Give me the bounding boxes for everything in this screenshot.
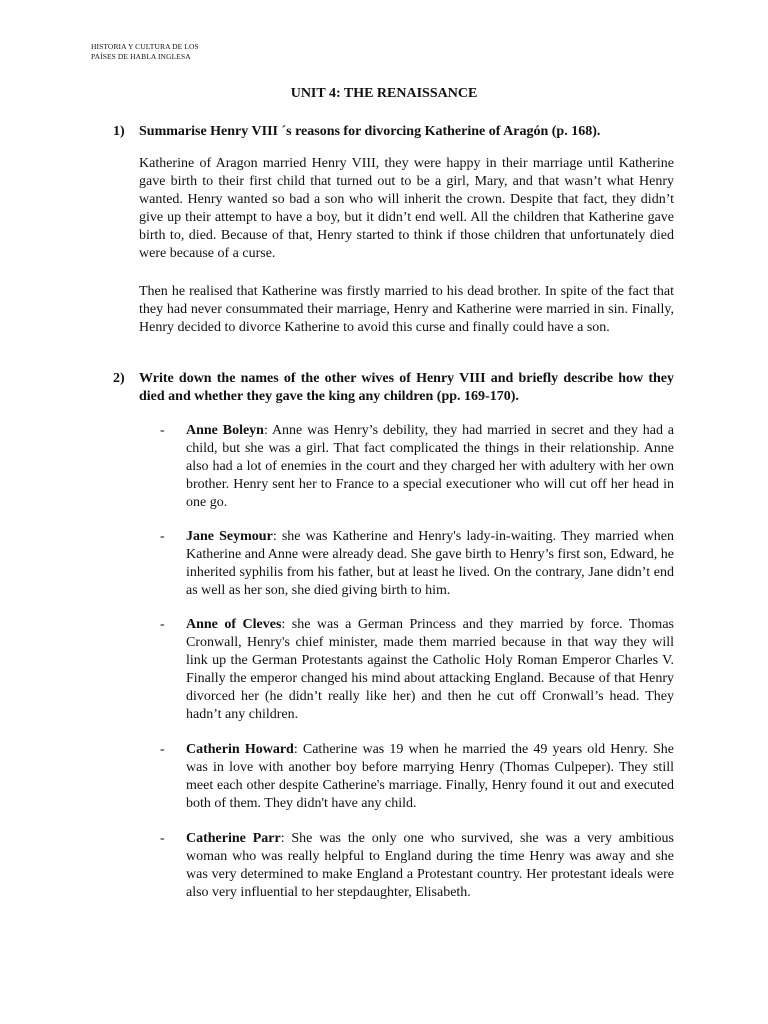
wife-name: Catherine Parr <box>186 831 281 846</box>
wife-description: : She was the only one who survived, she was a very ambitious woman who was really helpful to England during the time Henry was away and she was very determined to make England a Protestant country. Her protestant ideals were also very influential to her stepdaughter, Elisabeth. <box>186 831 674 900</box>
wife-description: : Catherine was 19 when he married the 49 years old Henry. She was in love with another boy before marrying Henry (Thomas Culpeper). They still meet each other despite Catherine's marriage. Finally, Henry found it out and executed both of them. They didn't have any child. <box>186 742 674 811</box>
wife-description: : she was Katherine and Henry's lady-in-waiting. They married when Katherine and Anne were already dead. She gave birth to Henry’s first son, Edward, he inherited syphilis from his father, but at least he lived. On the contrary, Jane didn’t end as well as her son, she died giving birth to him. <box>186 529 674 598</box>
wife-item-anne-of-cleves <box>160 616 674 724</box>
wife-name: Anne Boleyn <box>186 423 264 438</box>
wife-item-anne-boleyn <box>160 422 674 512</box>
answer-1-paragraph-2: Then he realised that Katherine was firstly married to his dead brother. In spite of the fact that they had never consummated their marriage, Henry and Katherine were married in sin. Finally, Henry decided to divorce Katherine to avoid this curse and finally could have a son. <box>139 284 674 335</box>
question-1-number: 1) <box>113 124 125 139</box>
wife-item-jane-seymour <box>160 528 674 600</box>
wife-name: Catherin Howard <box>186 742 294 757</box>
wife-name: Anne of Cleves <box>186 617 282 632</box>
unit-title: UNIT 4: THE RENAISSANCE <box>290 86 478 101</box>
bullet-dash: - <box>160 423 165 438</box>
question-1-text: Summarise Henry VIII ´s reasons for divorcing Katherine of Aragón (p. 168). <box>139 124 601 139</box>
wife-description: : Anne was Henry’s debility, they had married in secret and they had a child, but she was a girl. That fact complicated the things in their relationship. Anne also had a lot of enemies in the court and they charged her with adultery with her own brother. Henry sent her to France to a special executioner who will cut off her head in one go. <box>186 423 675 510</box>
wife-name: Jane Seymour <box>186 529 273 544</box>
wife-item-catherine-parr <box>160 830 674 902</box>
bullet-dash: - <box>160 529 165 544</box>
wife-description: : she was a German Princess and they married by force. Thomas Cronwall, Henry's chief minister, made them married because in that way they will link up the German Protestants against the Catholic Holy Roman Emperor Charles V. Finally the emperor changed his mind about attacking England. Because of that Henry divorced her (he didn’t really like her) and then he cut off Cronwall’s head. They hadn’t any children. <box>186 617 674 722</box>
bullet-dash: - <box>160 831 165 846</box>
course-header <box>91 42 199 62</box>
question-1 <box>113 123 674 141</box>
wife-item-catherin-howard <box>160 741 674 813</box>
answer-1-paragraph-1: Katherine of Aragon married Henry VIII, they were happy in their marriage until Katherine gave birth to their first child that turned out to be a girl, Mary, and that wasn’t what Henry wanted. Henry wanted so bad a son who will inherit the crown. Despite that fact, they didn’t give up their attempt to have a boy, but it didn’t end well. All the children that Katherine gave birth to, died. Because of that, Henry started to think if those children that unfortunately died were because of a curse. <box>139 156 674 261</box>
question-2 <box>113 370 674 406</box>
bullet-dash: - <box>160 742 165 757</box>
bullet-dash: - <box>160 617 165 632</box>
course-header-line-1: HISTORIA Y CULTURA DE LOS <box>91 42 199 51</box>
question-2-text: Write down the names of the other wives of Henry VIII and briefly describe how they died and whether they gave the king any children (pp. 169-170). <box>139 371 674 404</box>
question-2-number: 2) <box>113 371 125 386</box>
course-header-line-2: PAÍSES DE HABLA INGLESA <box>91 52 191 61</box>
